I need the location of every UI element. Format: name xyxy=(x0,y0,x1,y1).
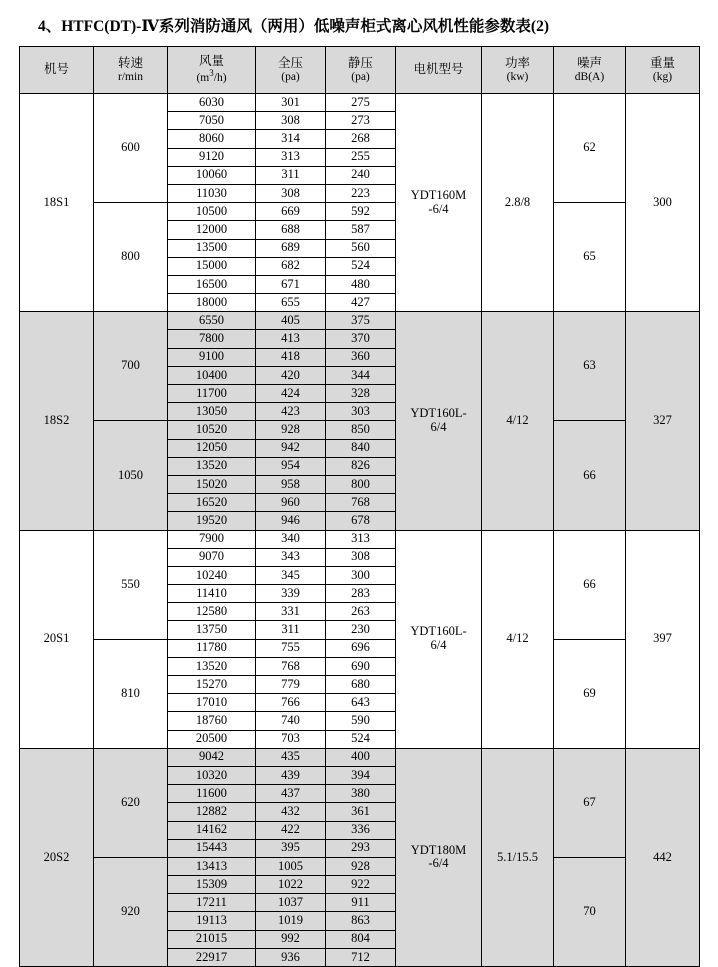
table-body xyxy=(20,94,700,967)
cell-static-pressure: 344 xyxy=(326,366,396,384)
cell-motor-model: YDT160L- 6/4 xyxy=(396,312,482,530)
cell-static-pressure: 268 xyxy=(326,130,396,148)
table-row xyxy=(20,203,700,221)
cell-flow: 13750 xyxy=(168,621,256,639)
cell-total-pressure: 1022 xyxy=(256,876,326,894)
cell-weight: 442 xyxy=(626,748,700,966)
col-header-speed: 转速 r/min xyxy=(94,47,168,94)
col-header-static-pressure: 静压 (pa) xyxy=(326,47,396,94)
col-header-weight: 重量 (kg) xyxy=(626,47,700,94)
cell-total-pressure: 395 xyxy=(256,839,326,857)
cell-static-pressure: 230 xyxy=(326,621,396,639)
cell-power: 5.1/15.5 xyxy=(482,748,554,966)
cell-flow: 12050 xyxy=(168,439,256,457)
cell-noise: 66 xyxy=(554,530,626,639)
cell-flow: 10320 xyxy=(168,766,256,784)
cell-flow: 7900 xyxy=(168,530,256,548)
cell-total-pressure: 418 xyxy=(256,348,326,366)
cell-static-pressure: 375 xyxy=(326,312,396,330)
cell-total-pressure: 755 xyxy=(256,639,326,657)
cell-total-pressure: 432 xyxy=(256,803,326,821)
cell-total-pressure: 340 xyxy=(256,530,326,548)
cell-speed: 810 xyxy=(94,639,168,748)
cell-total-pressure: 301 xyxy=(256,94,326,112)
cell-flow: 10520 xyxy=(168,421,256,439)
col-header-flow-unit: $(m^3/h)$ xyxy=(196,68,227,84)
cell-flow: 10500 xyxy=(168,203,256,221)
cell-motor-model: YDT160L- 6/4 xyxy=(396,530,482,748)
cell-flow: 11030 xyxy=(168,184,256,202)
cell-flow: 22917 xyxy=(168,948,256,966)
cell-static-pressure: 840 xyxy=(326,439,396,457)
cell-static-pressure: 680 xyxy=(326,676,396,694)
cell-total-pressure: 1019 xyxy=(256,912,326,930)
cell-total-pressure: 779 xyxy=(256,676,326,694)
cell-static-pressure: 293 xyxy=(326,839,396,857)
cell-fan-model: 18S2 xyxy=(20,312,94,530)
cell-flow: 13500 xyxy=(168,239,256,257)
cell-total-pressure: 1037 xyxy=(256,894,326,912)
cell-static-pressure: 273 xyxy=(326,112,396,130)
cell-static-pressure: 863 xyxy=(326,912,396,930)
cell-power: 4/12 xyxy=(482,530,554,748)
cell-static-pressure: 696 xyxy=(326,639,396,657)
cell-total-pressure: 958 xyxy=(256,475,326,493)
cell-static-pressure: 360 xyxy=(326,348,396,366)
cell-static-pressure: 300 xyxy=(326,566,396,584)
cell-flow: 7800 xyxy=(168,330,256,348)
cell-static-pressure: 361 xyxy=(326,803,396,821)
cell-flow: 21015 xyxy=(168,930,256,948)
cell-flow: 10060 xyxy=(168,166,256,184)
cell-flow: 15270 xyxy=(168,676,256,694)
cell-total-pressure: 308 xyxy=(256,184,326,202)
cell-flow: 13050 xyxy=(168,403,256,421)
cell-weight: 327 xyxy=(626,312,700,530)
cell-flow: 13413 xyxy=(168,857,256,875)
cell-noise: 69 xyxy=(554,639,626,748)
cell-flow: 11600 xyxy=(168,785,256,803)
cell-total-pressure: 992 xyxy=(256,930,326,948)
cell-static-pressure: 592 xyxy=(326,203,396,221)
cell-flow: 20500 xyxy=(168,730,256,748)
performance-table xyxy=(19,46,700,967)
cell-total-pressure: 682 xyxy=(256,257,326,275)
cell-flow: 16500 xyxy=(168,275,256,293)
cell-total-pressure: 308 xyxy=(256,112,326,130)
cell-static-pressure: 427 xyxy=(326,294,396,312)
cell-total-pressure: 655 xyxy=(256,294,326,312)
cell-flow: 11410 xyxy=(168,585,256,603)
table-row xyxy=(20,94,700,112)
cell-static-pressure: 590 xyxy=(326,712,396,730)
cell-total-pressure: 1005 xyxy=(256,857,326,875)
cell-static-pressure: 800 xyxy=(326,475,396,493)
cell-static-pressure: 643 xyxy=(326,694,396,712)
cell-total-pressure: 313 xyxy=(256,148,326,166)
cell-flow: 6550 xyxy=(168,312,256,330)
cell-static-pressure: 263 xyxy=(326,603,396,621)
cell-flow: 8060 xyxy=(168,130,256,148)
cell-static-pressure: 826 xyxy=(326,457,396,475)
cell-total-pressure: 339 xyxy=(256,585,326,603)
cell-weight: 300 xyxy=(626,94,700,312)
cell-flow: 15309 xyxy=(168,876,256,894)
cell-total-pressure: 671 xyxy=(256,275,326,293)
cell-noise: 66 xyxy=(554,421,626,530)
cell-static-pressure: 255 xyxy=(326,148,396,166)
col-header-flow: 风量 $(m^3/h)$ xyxy=(168,47,256,94)
cell-weight: 397 xyxy=(626,530,700,748)
cell-total-pressure: 703 xyxy=(256,730,326,748)
cell-total-pressure: 740 xyxy=(256,712,326,730)
cell-total-pressure: 669 xyxy=(256,203,326,221)
table-row xyxy=(20,312,700,330)
cell-speed: 600 xyxy=(94,94,168,203)
cell-total-pressure: 437 xyxy=(256,785,326,803)
cell-static-pressure: 336 xyxy=(326,821,396,839)
cell-flow: 17211 xyxy=(168,894,256,912)
cell-flow: 12882 xyxy=(168,803,256,821)
cell-noise: 67 xyxy=(554,748,626,857)
cell-static-pressure: 587 xyxy=(326,221,396,239)
cell-total-pressure: 960 xyxy=(256,494,326,512)
cell-static-pressure: 690 xyxy=(326,657,396,675)
cell-speed: 550 xyxy=(94,530,168,639)
cell-total-pressure: 420 xyxy=(256,366,326,384)
cell-flow: 13520 xyxy=(168,457,256,475)
cell-total-pressure: 424 xyxy=(256,385,326,403)
page-title: 4、HTFC(DT)-Ⅳ系列消防通风（两用）低噪声柜式离心风机性能参数表(2) xyxy=(38,18,549,35)
cell-flow: 19113 xyxy=(168,912,256,930)
cell-static-pressure: 850 xyxy=(326,421,396,439)
cell-static-pressure: 275 xyxy=(326,94,396,112)
cell-static-pressure: 380 xyxy=(326,785,396,803)
cell-flow: 6030 xyxy=(168,94,256,112)
table-row xyxy=(20,639,700,657)
cell-static-pressure: 370 xyxy=(326,330,396,348)
cell-total-pressure: 928 xyxy=(256,421,326,439)
cell-static-pressure: 313 xyxy=(326,530,396,548)
cell-static-pressure: 678 xyxy=(326,512,396,530)
cell-flow: 15020 xyxy=(168,475,256,493)
cell-static-pressure: 922 xyxy=(326,876,396,894)
cell-flow: 9070 xyxy=(168,548,256,566)
cell-flow: 13520 xyxy=(168,657,256,675)
cell-static-pressure: 524 xyxy=(326,257,396,275)
cell-flow: 7050 xyxy=(168,112,256,130)
cell-static-pressure: 240 xyxy=(326,166,396,184)
cell-fan-model: 20S2 xyxy=(20,748,94,966)
cell-noise: 70 xyxy=(554,857,626,966)
cell-static-pressure: 911 xyxy=(326,894,396,912)
cell-flow: 18000 xyxy=(168,294,256,312)
cell-static-pressure: 524 xyxy=(326,730,396,748)
cell-speed: 800 xyxy=(94,203,168,312)
cell-total-pressure: 439 xyxy=(256,766,326,784)
cell-motor-model: YDT180M -6/4 xyxy=(396,748,482,966)
cell-speed: 620 xyxy=(94,748,168,857)
cell-static-pressure: 308 xyxy=(326,548,396,566)
cell-flow: 18760 xyxy=(168,712,256,730)
cell-speed: 920 xyxy=(94,857,168,966)
cell-total-pressure: 936 xyxy=(256,948,326,966)
cell-static-pressure: 768 xyxy=(326,494,396,512)
col-header-total-pressure: 全压 (pa) xyxy=(256,47,326,94)
cell-flow: 12000 xyxy=(168,221,256,239)
cell-static-pressure: 400 xyxy=(326,748,396,766)
table-row xyxy=(20,857,700,875)
cell-static-pressure: 712 xyxy=(326,948,396,966)
cell-flow: 14162 xyxy=(168,821,256,839)
cell-noise: 65 xyxy=(554,203,626,312)
cell-total-pressure: 435 xyxy=(256,748,326,766)
cell-total-pressure: 413 xyxy=(256,330,326,348)
cell-fan-model: 18S1 xyxy=(20,94,94,312)
cell-static-pressure: 928 xyxy=(326,857,396,875)
col-header-noise: 噪声 dB(A) xyxy=(554,47,626,94)
cell-flow: 10240 xyxy=(168,566,256,584)
table-row xyxy=(20,530,700,548)
cell-motor-model: YDT160M -6/4 xyxy=(396,94,482,312)
cell-static-pressure: 283 xyxy=(326,585,396,603)
cell-static-pressure: 480 xyxy=(326,275,396,293)
cell-total-pressure: 423 xyxy=(256,403,326,421)
cell-flow: 15443 xyxy=(168,839,256,857)
cell-total-pressure: 405 xyxy=(256,312,326,330)
header-row xyxy=(20,47,700,94)
cell-total-pressure: 422 xyxy=(256,821,326,839)
col-header-motor-model: 电机型号 xyxy=(396,47,482,94)
cell-power: 2.8/8 xyxy=(482,94,554,312)
cell-total-pressure: 331 xyxy=(256,603,326,621)
cell-total-pressure: 954 xyxy=(256,457,326,475)
cell-flow: 9120 xyxy=(168,148,256,166)
cell-static-pressure: 394 xyxy=(326,766,396,784)
cell-static-pressure: 303 xyxy=(326,403,396,421)
col-header-model: 机号 xyxy=(20,47,94,94)
table-row xyxy=(20,421,700,439)
cell-total-pressure: 311 xyxy=(256,166,326,184)
table-header xyxy=(20,47,700,94)
cell-noise: 62 xyxy=(554,94,626,203)
col-header-power: 功率 (kw) xyxy=(482,47,554,94)
cell-flow: 9042 xyxy=(168,748,256,766)
cell-static-pressure: 328 xyxy=(326,385,396,403)
cell-static-pressure: 804 xyxy=(326,930,396,948)
cell-flow: 17010 xyxy=(168,694,256,712)
cell-total-pressure: 314 xyxy=(256,130,326,148)
cell-total-pressure: 946 xyxy=(256,512,326,530)
cell-static-pressure: 560 xyxy=(326,239,396,257)
cell-speed: 700 xyxy=(94,312,168,421)
cell-total-pressure: 766 xyxy=(256,694,326,712)
cell-flow: 11780 xyxy=(168,639,256,657)
cell-flow: 15000 xyxy=(168,257,256,275)
cell-flow: 10400 xyxy=(168,366,256,384)
cell-total-pressure: 689 xyxy=(256,239,326,257)
cell-total-pressure: 345 xyxy=(256,566,326,584)
cell-flow: 12580 xyxy=(168,603,256,621)
cell-total-pressure: 768 xyxy=(256,657,326,675)
cell-speed: 1050 xyxy=(94,421,168,530)
table-row xyxy=(20,748,700,766)
cell-power: 4/12 xyxy=(482,312,554,530)
cell-noise: 63 xyxy=(554,312,626,421)
cell-flow: 16520 xyxy=(168,494,256,512)
cell-total-pressure: 688 xyxy=(256,221,326,239)
cell-total-pressure: 942 xyxy=(256,439,326,457)
cell-flow: 19520 xyxy=(168,512,256,530)
cell-total-pressure: 311 xyxy=(256,621,326,639)
cell-flow: 11700 xyxy=(168,385,256,403)
cell-total-pressure: 343 xyxy=(256,548,326,566)
cell-static-pressure: 223 xyxy=(326,184,396,202)
cell-flow: 9100 xyxy=(168,348,256,366)
cell-fan-model: 20S1 xyxy=(20,530,94,748)
